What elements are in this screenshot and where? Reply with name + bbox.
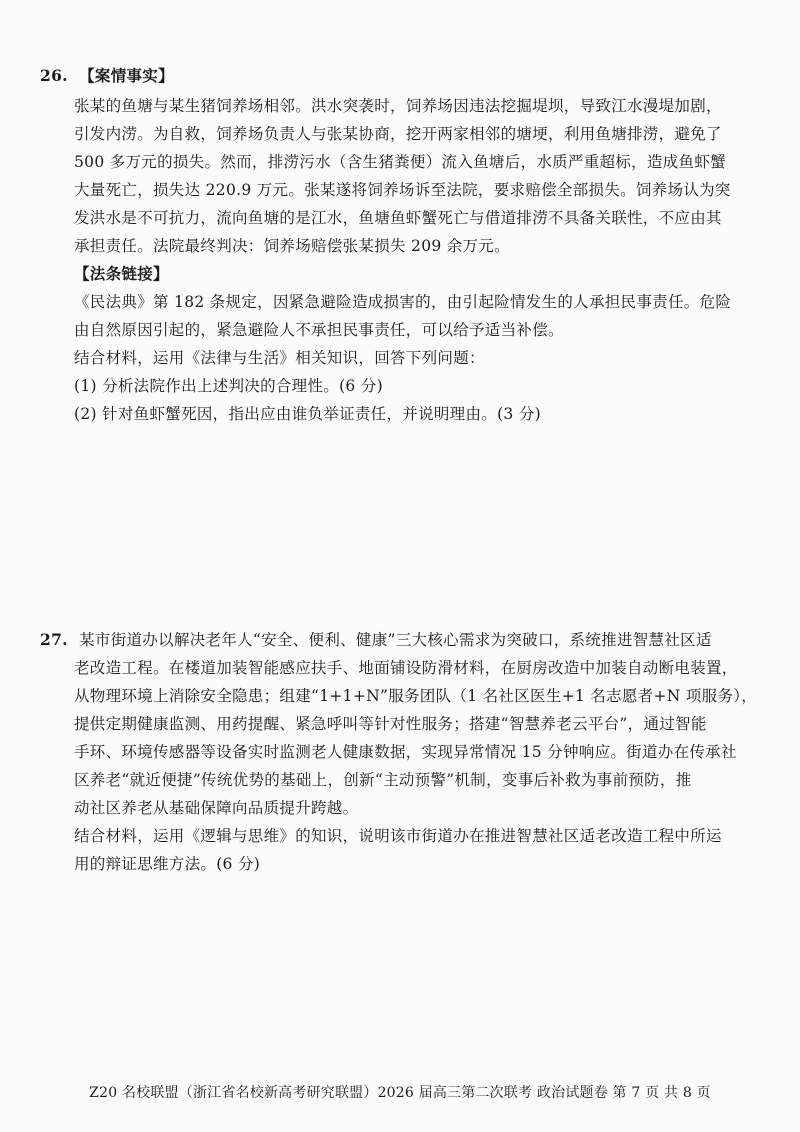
- material-line: 提供定期健康监测、用药提醒、紧急呼叫等针对性服务；搭建“智慧养老云平台”，通过智能: [74, 715, 707, 733]
- question-number: 26.: [40, 66, 68, 85]
- law-line: 由自然原因引起的，紧急避险人不承担民事责任，可以给予适当补偿。: [74, 321, 564, 339]
- question-prompt: 结合材料，运用《逻辑与思维》的知识，说明该市街道办在推进智慧社区适老改造工程中所运: [74, 827, 722, 845]
- case-heading: 【案情事实】: [79, 66, 174, 85]
- question-27-first-line: [40, 630, 712, 650]
- law-heading: 【法条链接】: [74, 264, 169, 283]
- case-line: 引发内涝。为自救，饲养场负责人与张某协商，挖开两家相邻的塘埂，利用鱼塘排涝，避免了: [74, 125, 722, 143]
- case-line: 张某的鱼塘与某生猪饲养场相邻。洪水突袭时，饲养场因违法挖掘堤坝，导致江水漫堤加剧，: [74, 97, 722, 115]
- page-footer: Z20 名校联盟（浙江省名校新高考研究联盟）2026 届高三第二次联考 政治试题卷 第 7 页 共 8 页: [89, 1085, 711, 1101]
- material-line: 区养老“就近便捷”传统优势的基础上，创新“主动预警”机制，变事后补救为事前预防，推: [74, 771, 692, 789]
- material-line: 从物理环境上消除安全隐患；组建“1+1+N”服务团队（1 名社区医生+1 名志愿者+N 项服务），: [74, 687, 758, 705]
- case-line: 发洪水是不可抗力，流向鱼塘的是江水，鱼塘鱼虾蟹死亡与借道排涝不具备关联性，不应由其: [74, 209, 722, 227]
- question-26-header: [40, 66, 174, 86]
- material-line: 某市街道办以解决老年人“安全、便利、健康”三大核心需求为突破口，系统推进智慧社区适: [79, 631, 712, 649]
- sub-question-2: (2) 针对鱼虾蟹死因，指出应由谁负举证责任，并说明理由。(3 分): [74, 405, 541, 423]
- sub-question-1: (1) 分析法院作出上述判决的合理性。(6 分): [74, 377, 383, 395]
- material-line: 动社区养老从基础保障向品质提升跨越。: [74, 799, 359, 817]
- question-prompt: 结合材料，运用《法律与生活》相关知识，回答下列问题：: [74, 349, 485, 367]
- case-line: 大量死亡，损失达 220.9 万元。张某遂将饲养场诉至法院，要求赔偿全部损失。饲养场认为突: [74, 181, 731, 199]
- question-number: 27.: [40, 630, 68, 649]
- material-line: 手环、环境传感器等设备实时监测老人健康数据，实现异常情况 15 分钟响应。街道办在传承社: [74, 743, 737, 761]
- material-line: 老改造工程。在楼道加装智能感应扶手、地面铺设防滑材料，在厨房改造中加装自动断电装置，: [74, 659, 738, 677]
- question-prompt: 用的辩证思维方法。(6 分): [74, 855, 261, 873]
- law-line: 《民法典》第 182 条规定，因紧急避险造成损害的，由引起险情发生的人承担民事责任。危险: [74, 293, 732, 311]
- case-line: 承担责任。法院最终判决：饲养场赔偿张某损失 209 余万元。: [74, 237, 510, 255]
- case-line: 500 多万元的损失。然而，排涝污水（含生猪粪便）流入鱼塘后，水质严重超标，造成鱼虾蟹: [74, 153, 726, 171]
